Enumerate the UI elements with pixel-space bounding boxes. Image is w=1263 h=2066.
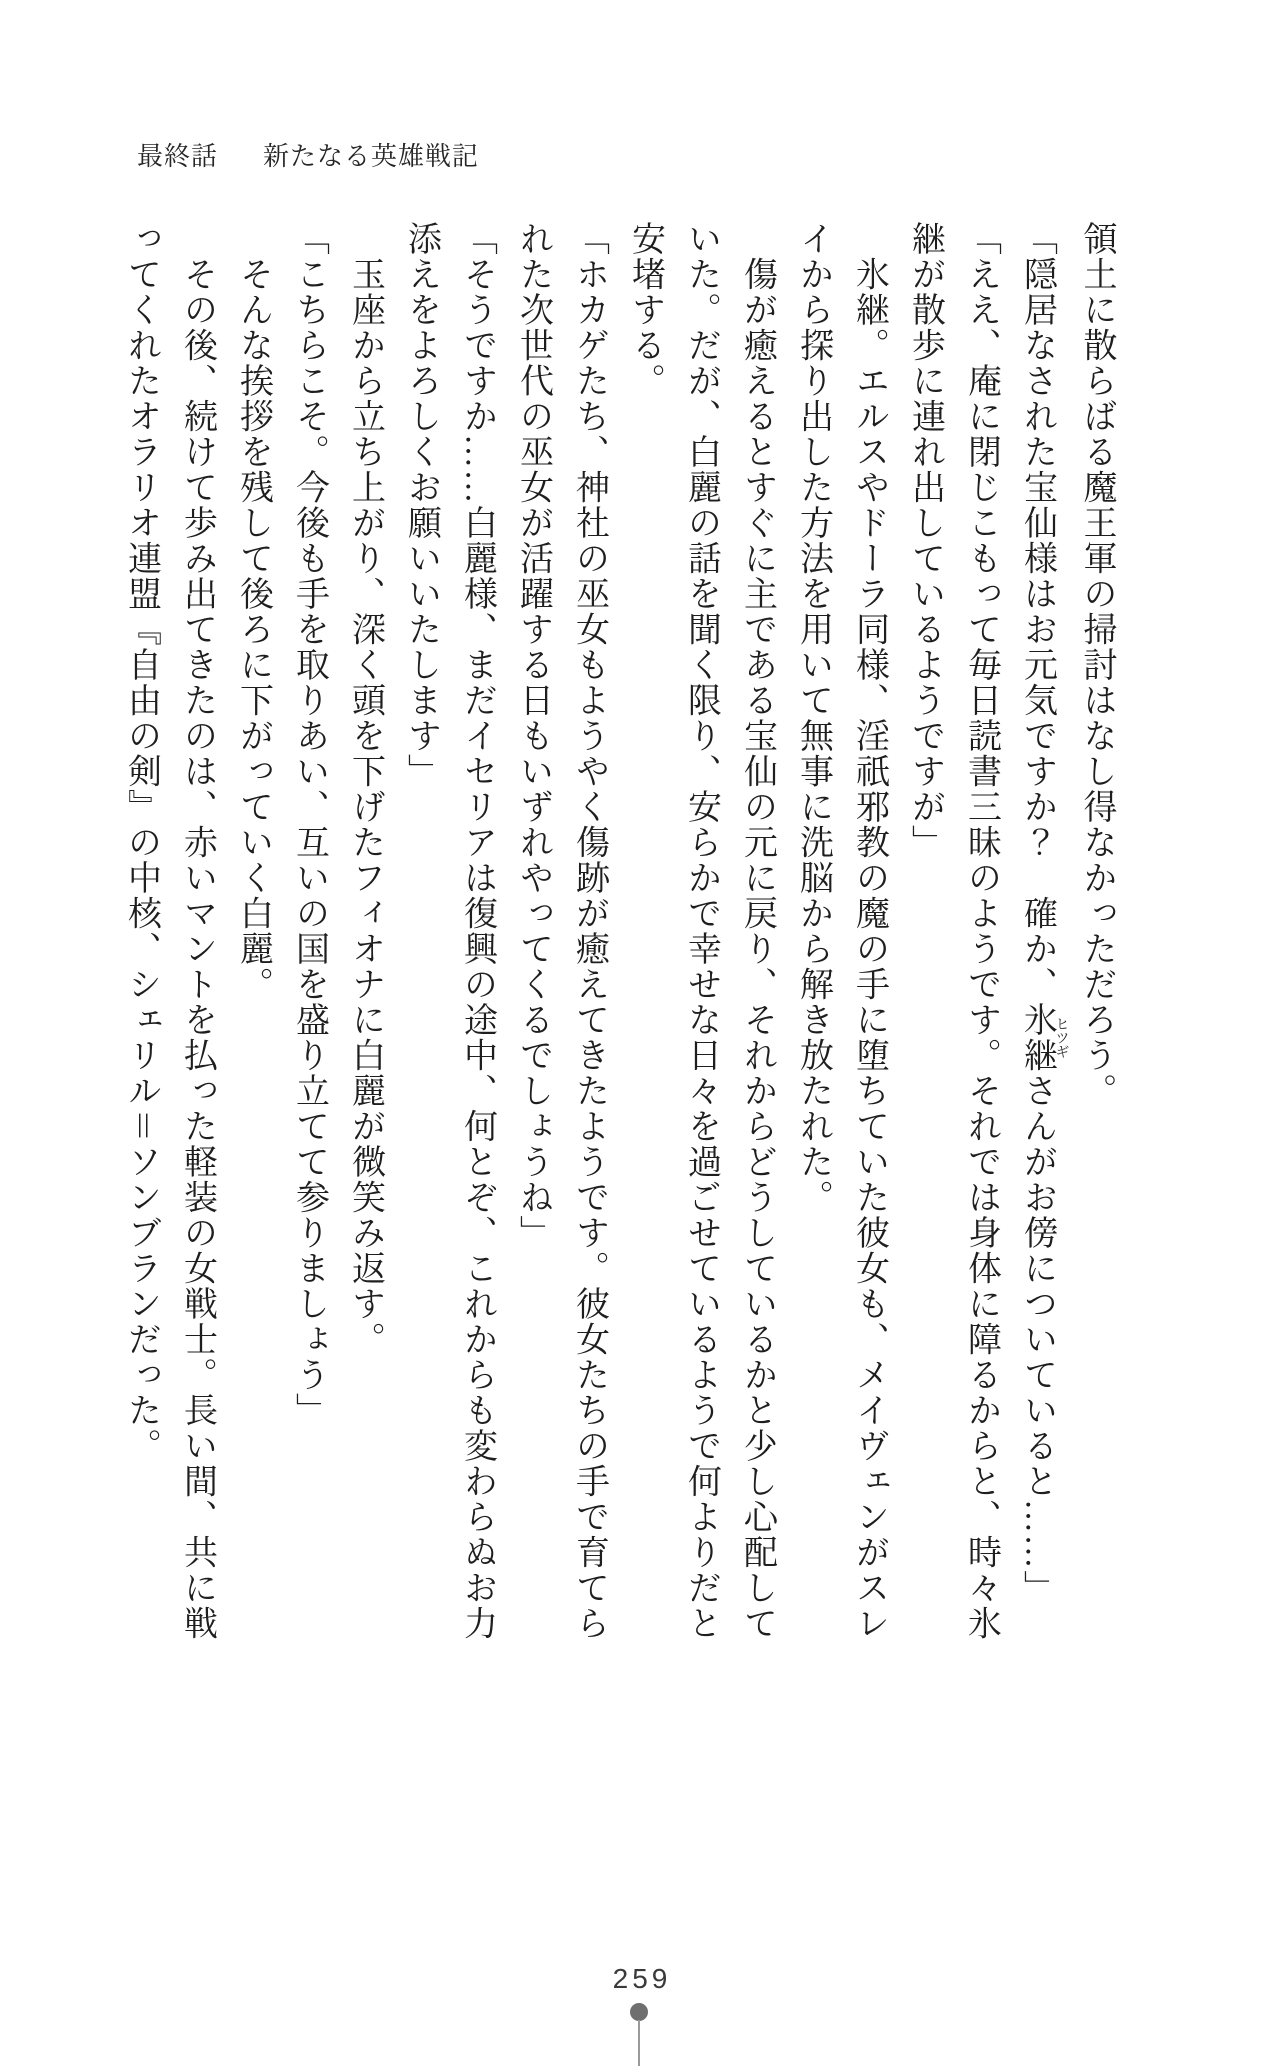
text-line: 領土に散らばる魔王軍の掃討はなし得なかっただろう。 <box>1078 221 1115 1109</box>
text-line: 「こちらこそ。今後も手を取りあい、互いの国を盛り立てて参りましょう」 <box>290 221 328 1428</box>
text-line: イから探り出した方法を用いて無事に洗脳から解き放たれた。 <box>794 221 832 1215</box>
text-line: 「そうですか……白麗様、まだイセリアは復興の途中、何とぞ、これからも変わらぬお力 <box>458 221 496 1641</box>
text-line: 玉座から立ち上がり、深く頭を下げたフィオナに白麗が微笑み返す。 <box>346 221 384 1357</box>
text-line: 継が散歩に連れ出しているようですが」 <box>906 221 944 860</box>
text-line: 「隠居なされた宝仙様はお元気ですか？ 確か、氷継ヒツギさんがお傍についていると……」 <box>1018 221 1069 1606</box>
footer-dot-ornament <box>630 2003 648 2021</box>
text-line: いた。だが、白麗の話を聞く限り、安らかで幸せな日々を過ごせているようで何よりだと <box>682 221 720 1641</box>
text-line: 傷が癒えるとすぐに主である宝仙の元に戻り、それからどうしているかと少し心配して <box>738 221 776 1641</box>
chapter-header <box>137 136 479 173</box>
text-line: 「ええ、庵に閉じこもって毎日読書三昧のようです。それでは身体に障るからと、時々氷 <box>962 221 1000 1641</box>
text-line: 氷継。エルスやドーラ同様、淫祇邪教の魔の手に堕ちていた彼女も、メイヴェンがスレ <box>850 221 888 1641</box>
text-line: 添えをよろしくお願いいたします」 <box>402 221 440 789</box>
ruby-annotated-word: 氷継ヒツギ <box>1018 1002 1069 1073</box>
text-line: ってくれたオラリオ連盟『自由の剣』の中核、シェリル＝ソンブランだった。 <box>122 221 160 1464</box>
body-text <box>113 221 1125 1647</box>
text-line: 「ホカゲたち、神社の巫女もようやく傷跡が癒えてきたようです。彼女たちの手で育てら <box>570 221 608 1641</box>
text-line: 安堵する。 <box>626 221 664 399</box>
footer-rule-ornament <box>638 2020 640 2066</box>
text-line: そんな挨拶を残して後ろに下がっていく白麗。 <box>234 221 272 1002</box>
text-line: その後、続けて歩み出てきたのは、赤いマントを払った軽装の女戦士。長い間、共に戦 <box>178 221 216 1641</box>
text-line: れた次世代の巫女が活躍する日もいずれやってくるでしょうね」 <box>514 221 552 1251</box>
chapter-title: 新たなる英雄戦記 <box>263 142 480 171</box>
page-number: 259 <box>612 1963 672 1994</box>
chapter-label: 最終話 <box>137 142 219 171</box>
